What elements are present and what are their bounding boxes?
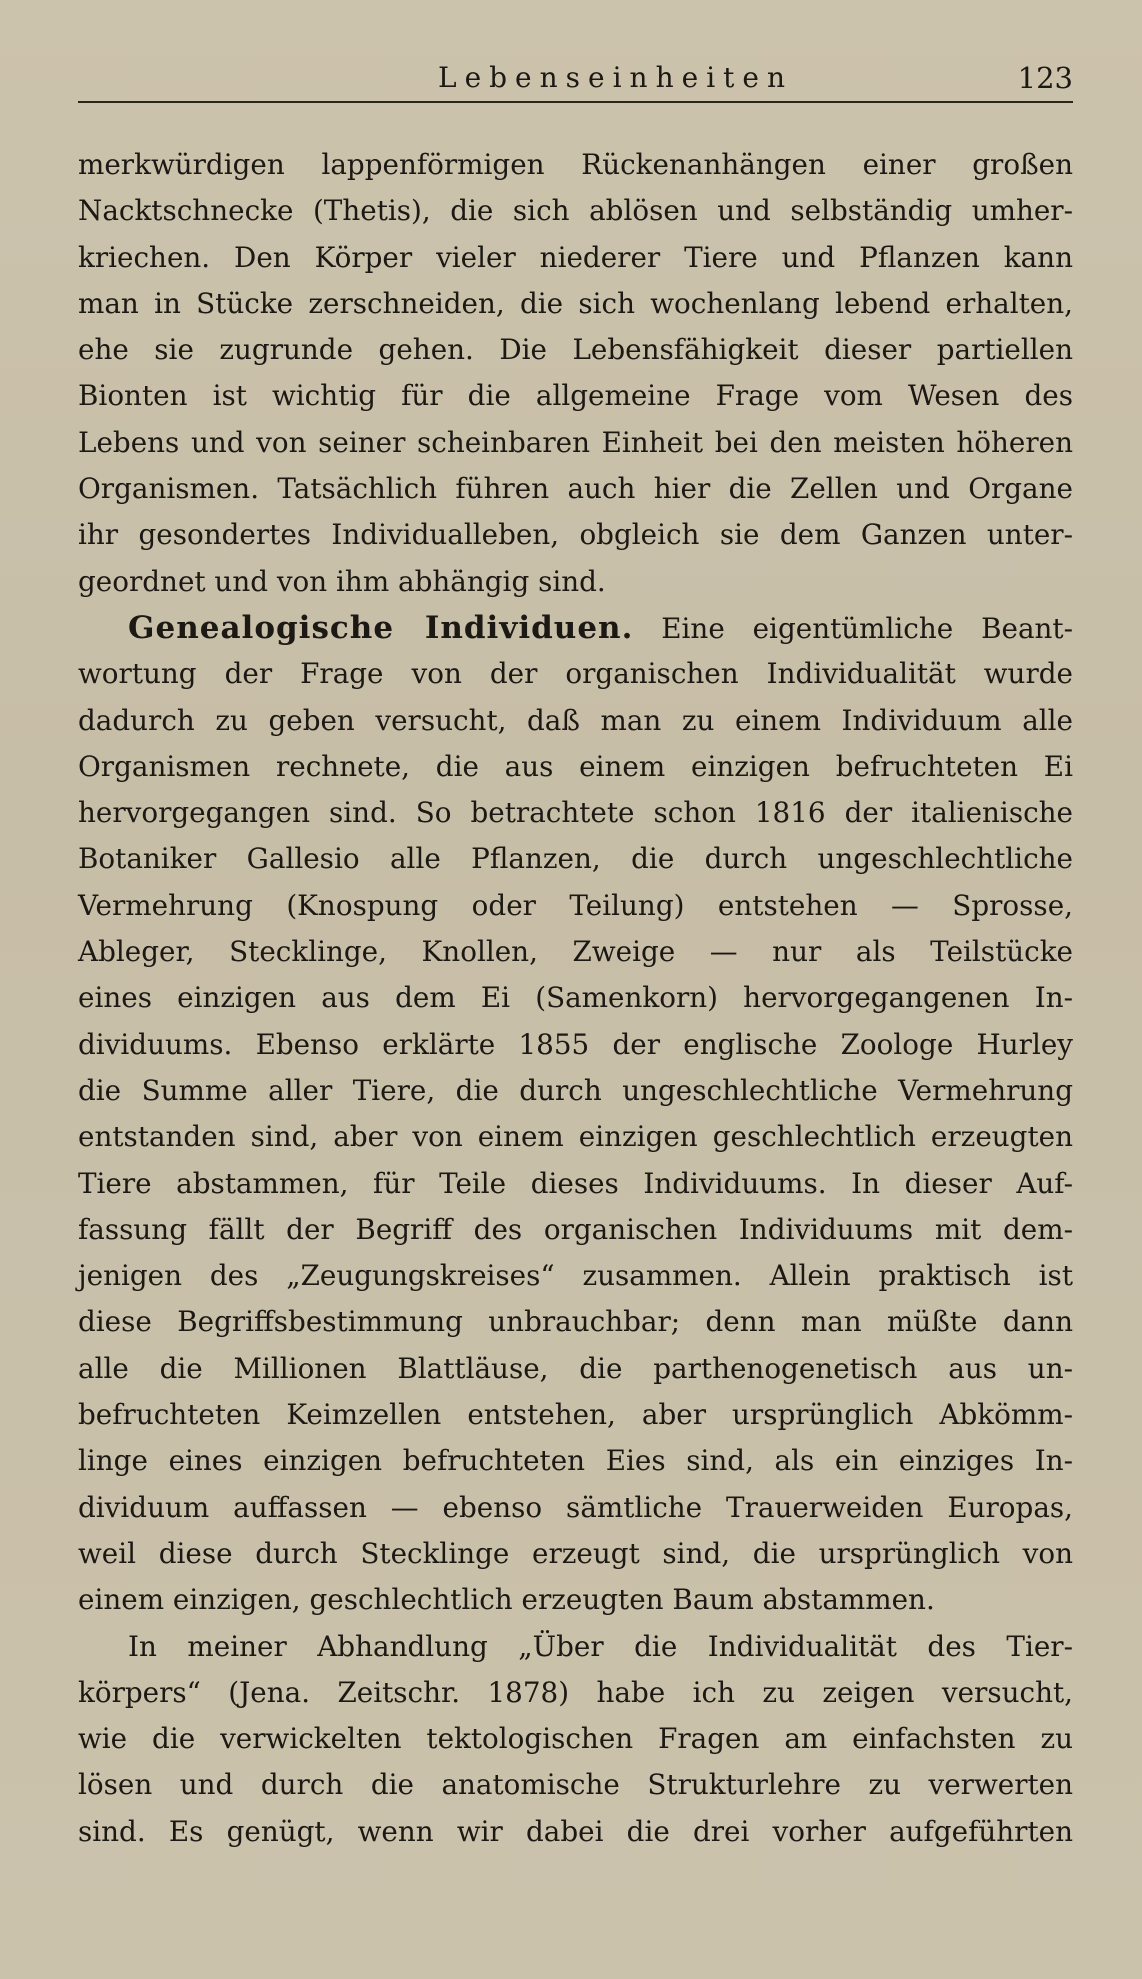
text-line: sind. Es genügt, wenn wir dabei die drei vorher aufgeführten (78, 1814, 1073, 1848)
header-rule (78, 101, 1073, 103)
text-line: jenigen des „Zeugungskreises“ zusammen. Allein praktisch ist (78, 1259, 1073, 1293)
text-line: fassung fällt der Begriff des organischen Individuums mit dem- (78, 1212, 1073, 1246)
text-line: lösen und durch die anatomische Strukturlehre zu verwerten (78, 1768, 1073, 1802)
text-line: geordnet und von ihm abhängig sind. (78, 564, 606, 598)
page-header (78, 58, 1073, 102)
section-first-line (78, 605, 1073, 651)
text-line: entstanden sind, aber von einem einzigen geschlechtlich erzeugten (78, 1120, 1073, 1154)
text-line: Organismen. Tatsächlich führen auch hier die Zellen und Organe (78, 472, 1073, 506)
section-first-line-text: Eine eigentümliche Beant- (661, 611, 1073, 645)
text-line: Bionten ist wichtig für die allgemeine Frage vom Wesen des (78, 379, 1073, 413)
text-line: dividuums. Ebenso erklärte 1855 der englische Zoologe Hurley (78, 1027, 1073, 1061)
running-title: Lebenseinheiten (437, 61, 794, 94)
text-line: Organismen rechnete, die aus einem einzigen befruchteten Ei (78, 749, 1073, 783)
text-line: wortung der Frage von der organischen Individualität wurde (78, 657, 1073, 691)
text-line: Ableger, Stecklinge, Knollen, Zweige — nur als Teilstücke (78, 935, 1073, 969)
text-line: linge eines einzigen befruchteten Eies sind, als ein einziges In- (78, 1444, 1073, 1478)
text-line: Botaniker Gallesio alle Pflanzen, die durch ungeschlechtliche (78, 842, 1073, 876)
text-line: eines einzigen aus dem Ei (Samenkorn) hervorgegangenen In- (78, 981, 1073, 1015)
text-line: dadurch zu geben versucht, daß man zu einem Individuum alle (78, 703, 1073, 737)
text-line: man in Stücke zerschneiden, die sich wochenlang lebend erhalten, (78, 286, 1073, 320)
text-line: befruchteten Keimzellen entstehen, aber ursprünglich Abkömm- (78, 1398, 1073, 1432)
text-line: merkwürdigen lappenförmigen Rückenanhängen einer großen (78, 148, 1073, 181)
text-line: weil diese durch Stecklinge erzeugt sind, die ursprünglich von (78, 1536, 1073, 1570)
text-line: Tiere abstammen, für Teile dieses Individuums. In dieser Auf- (78, 1166, 1073, 1200)
text-line: körpers“ (Jena. Zeitschr. 1878) habe ich zu zeigen versucht, (78, 1675, 1073, 1709)
text-line: hervorgegangen sind. So betrachtete schon 1816 der italienische (78, 796, 1073, 830)
text-line: kriechen. Den Körper vieler niederer Tiere und Pflanzen kann (78, 240, 1073, 274)
text-line: dividuum auffassen — ebenso sämtliche Trauerweiden Europas, (78, 1490, 1073, 1524)
text-line: ehe sie zugrunde gehen. Die Lebensfähigkeit dieser partiellen (78, 333, 1073, 367)
text-line: wie die verwickelten tektologischen Fragen am einfachsten zu (78, 1722, 1073, 1756)
text-line: die Summe aller Tiere, die durch ungeschlechtliche Vermehrung (78, 1073, 1073, 1107)
body-text (78, 142, 1073, 1855)
section-heading: Genealogische Individuen. (128, 609, 634, 646)
text-line: einem einzigen, geschlechtlich erzeugten Baum abstammen. (78, 1583, 935, 1617)
text-line: diese Begriffsbestimmung unbrauchbar; denn man müßte dann (78, 1305, 1073, 1339)
text-line: In meiner Abhandlung „Über die Individualität des Tier- (128, 1629, 1073, 1663)
page-number: 123 (1017, 61, 1073, 95)
text-line: Lebens und von seiner scheinbaren Einheit bei den meisten höheren (78, 425, 1073, 459)
text-line: Vermehrung (Knospung oder Teilung) entstehen — Sprosse, (78, 888, 1073, 922)
text-line: alle die Millionen Blattläuse, die parthenogenetisch aus un- (78, 1351, 1073, 1385)
text-line: ihr gesondertes Individualleben, obgleich sie dem Ganzen unter- (78, 518, 1073, 552)
text-line: Nacktschnecke (Thetis), die sich ablösen und selbständig umher- (78, 194, 1073, 228)
